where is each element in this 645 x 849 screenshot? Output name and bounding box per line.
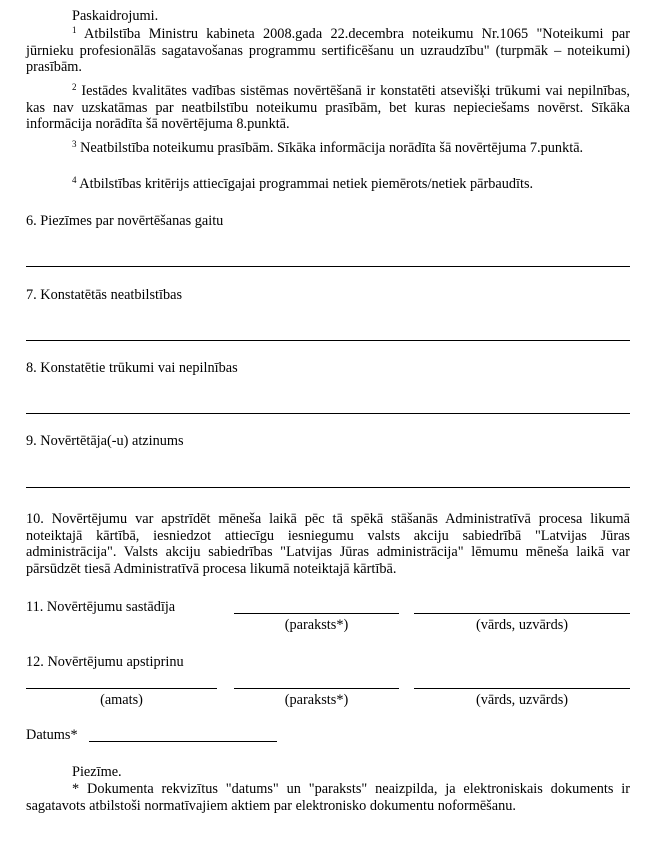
date-label: Datums* <box>26 727 78 743</box>
section-10-text: 10. Novērtējumu var apstrīdēt mēneša laikā pēc tā spēkā stāšanās Administratīvā procesa likumā noteiktajā kārtībā, iesniedzot attiecīgu iesniegumu valsts akciju sabiedrībā "Latvijas Jūras administrācija". Valsts akciju sabiedrības "Latvijas Jūras administrācija" lēmumu mēneša laikā var pārsūdzēt tiesā Administratīvā procesa likumā noteiktajā kārtībā. <box>26 511 630 577</box>
section-6-title: 6. Piezīmes par novērtēšanas gaitu <box>26 213 224 229</box>
note-2-marker: 2 <box>72 82 77 92</box>
note-1-text: Atbilstība Ministru kabineta 2008.gada 22.decembra noteikumu Nr.1065 "Noteikumi par jūrnieku profesionālās sagatavošanas programmu sertificēšanu un uzraudzību" (turpmāk – noteikumi) prasībām. <box>26 26 630 75</box>
note-2 <box>26 83 630 133</box>
note-3-text: Neatbilstība noteikumu prasībām. Sīkāka informācija norādīta šā novērtējuma 7.punktā. <box>80 140 584 156</box>
section-9-line <box>26 487 630 488</box>
section-12-label: 12. Novērtējumu apstiprinu <box>26 654 184 670</box>
position-caption-12: (amats) <box>100 692 143 708</box>
position-line-12 <box>26 688 217 689</box>
note-4-marker: 4 <box>72 175 77 185</box>
note-3-marker: 3 <box>72 139 77 149</box>
name-line-12 <box>414 688 630 689</box>
section-7-line <box>26 340 630 341</box>
signature-caption-12: (paraksts*) <box>284 692 349 708</box>
footnote-heading: Piezīme. <box>72 764 122 780</box>
name-caption-12: (vārds, uzvārds) <box>475 692 569 708</box>
name-caption-11: (vārds, uzvārds) <box>475 617 569 633</box>
notes-heading: Paskaidrojumi. <box>72 8 159 24</box>
note-4-text: Atbilstības kritērijs attiecīgajai programmai netiek piemērots/netiek pārbaudīts. <box>79 176 534 192</box>
note-1-marker: 1 <box>72 25 77 35</box>
section-11-label: 11. Novērtējumu sastādīja <box>26 599 176 615</box>
section-7-title: 7. Konstatētās neatbilstības <box>26 287 183 303</box>
name-line-11 <box>414 613 630 614</box>
section-8-title: 8. Konstatētie trūkumi vai nepilnības <box>26 360 238 376</box>
section-9-title: 9. Novērtētāja(-u) atzinums <box>26 433 184 449</box>
section-6-line <box>26 266 630 267</box>
signature-line-12 <box>234 688 399 689</box>
note-2-text: Iestādes kvalitātes vadības sistēmas novērtēšanā ir konstatēti atsevišķi trūkumi vai nepilnības, kas nav uzskatāmas par neatbilstību noteikumu prasībām, bet kuras nepieciešams novērst. Sīkāka informācija norādīta šā novērtējuma 8.punktā. <box>26 83 630 132</box>
note-1 <box>26 26 630 76</box>
date-line <box>89 741 277 742</box>
section-8-line <box>26 413 630 414</box>
signature-line-11 <box>234 613 399 614</box>
note-4 <box>72 176 632 193</box>
signature-caption-11: (paraksts*) <box>284 617 349 633</box>
footnote-text: * Dokumenta rekvizītus "datums" un "paraksts" neaizpilda, ja elektroniskais dokuments ir sagatavots atbilstoši normatīvajiem aktiem par elektronisko dokumentu noformēšanu. <box>26 781 630 814</box>
note-3 <box>26 140 630 157</box>
